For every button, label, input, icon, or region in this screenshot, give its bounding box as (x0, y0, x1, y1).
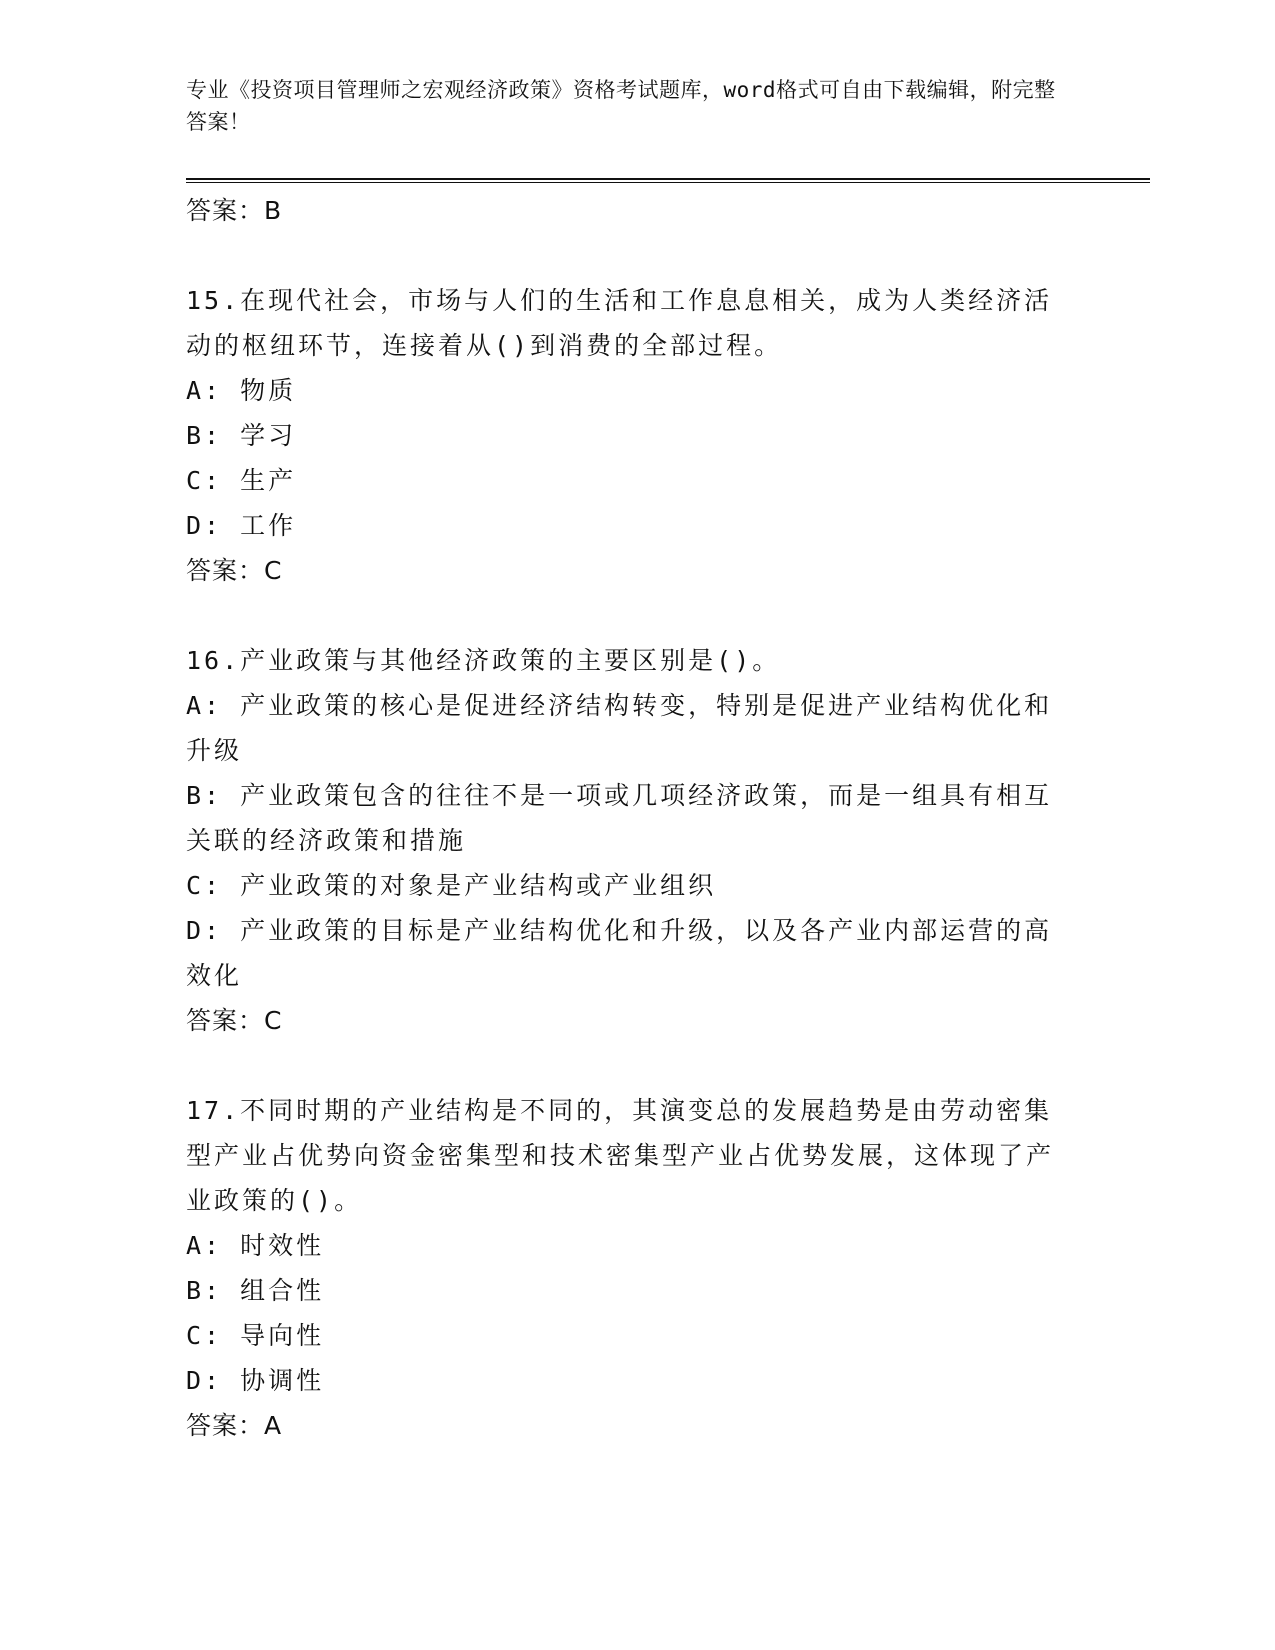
option-d: D: 产业政策的目标是产业结构优化和升级，以及各产业内部运营的高效化 (186, 916, 1053, 990)
header-divider (186, 178, 1150, 183)
question-17 (186, 1088, 1066, 1448)
question-stem: 16.产业政策与其他经济政策的主要区别是()。 (186, 646, 781, 675)
question-stem: 15.在现代社会，市场与人们的生活和工作息息相关，成为人类经济活动的枢纽环节，连接着从()到消费的全部过程。 (186, 286, 1053, 360)
document-header: 专业《投资项目管理师之宏观经济政策》资格考试题库，word格式可自由下载编辑，附完整答案！ (186, 78, 1056, 134)
answer-line: 答案：C (186, 556, 283, 585)
answer-line: 答案：B (186, 196, 283, 225)
option-d: D: 工作 (186, 511, 297, 540)
option-a: A: 产业政策的核心是促进经济结构转变，特别是促进产业结构优化和升级 (186, 691, 1053, 765)
question-15 (186, 278, 1066, 593)
spacer (186, 593, 1066, 638)
option-d: D: 协调性 (186, 1366, 325, 1395)
option-b: B: 组合性 (186, 1276, 325, 1305)
document-body (186, 188, 1066, 1448)
answer-line: 答案：A (186, 1411, 283, 1440)
spacer (186, 1043, 1066, 1088)
option-c: C: 导向性 (186, 1321, 325, 1350)
option-a: A: 物质 (186, 376, 297, 405)
question-stem: 17.不同时期的产业结构是不同的，其演变总的发展趋势是由劳动密集型产业占优势向资金密集型和技术密集型产业占优势发展，这体现了产业政策的()。 (186, 1096, 1055, 1215)
answer-line: 答案：C (186, 1006, 283, 1035)
option-c: C: 产业政策的对象是产业结构或产业组织 (186, 871, 717, 900)
question-16 (186, 638, 1066, 1043)
option-a: A: 时效性 (186, 1231, 325, 1260)
option-b: B: 产业政策包含的往往不是一项或几项经济政策，而是一组具有相互关联的经济政策和措施 (186, 781, 1053, 855)
option-c: C: 生产 (186, 466, 297, 495)
option-b: B: 学习 (186, 421, 297, 450)
spacer (186, 233, 1066, 278)
